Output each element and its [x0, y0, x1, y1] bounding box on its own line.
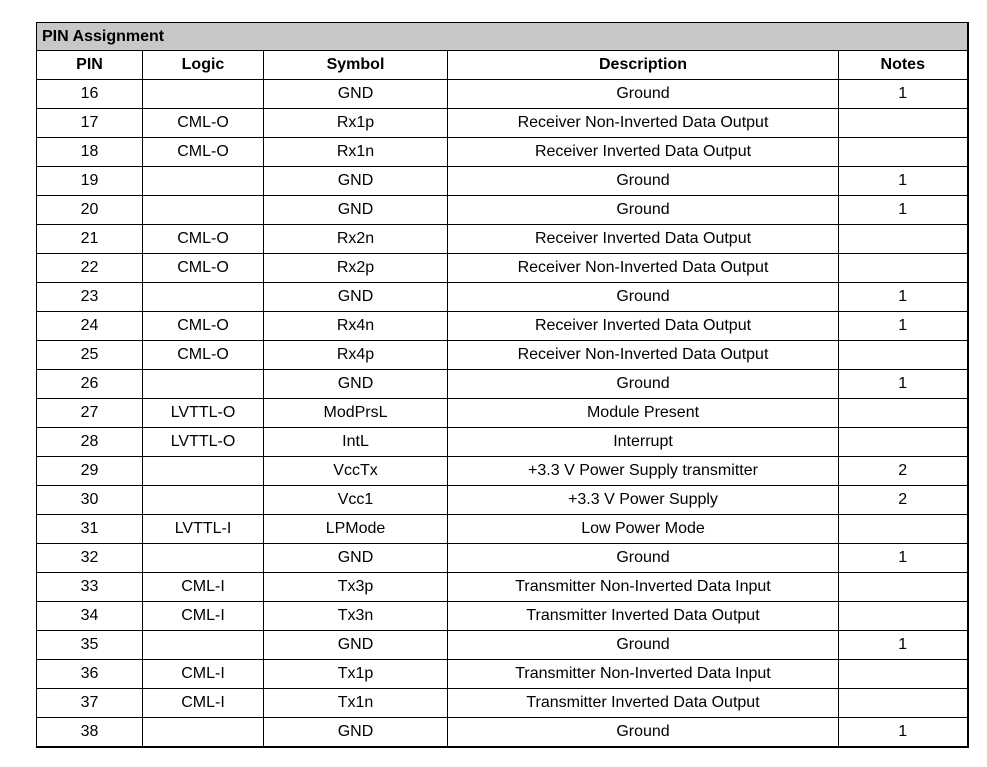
- cell-notes: [839, 660, 968, 689]
- cell-symbol: Rx4n: [264, 312, 448, 341]
- cell-pin: 35: [37, 631, 143, 660]
- cell-logic: [143, 457, 264, 486]
- cell-symbol: IntL: [264, 428, 448, 457]
- cell-pin: 17: [37, 109, 143, 138]
- cell-pin: 20: [37, 196, 143, 225]
- cell-logic: CML-O: [143, 341, 264, 370]
- cell-symbol: LPMode: [264, 515, 448, 544]
- table-row: [37, 631, 968, 660]
- cell-logic: [143, 283, 264, 312]
- cell-logic: CML-O: [143, 138, 264, 167]
- cell-description: +3.3 V Power Supply: [448, 486, 839, 515]
- cell-pin: 24: [37, 312, 143, 341]
- cell-description: +3.3 V Power Supply transmitter: [448, 457, 839, 486]
- cell-symbol: Tx1n: [264, 689, 448, 718]
- table-row: [37, 138, 968, 167]
- column-header-description: Description: [448, 51, 839, 80]
- cell-symbol: GND: [264, 283, 448, 312]
- cell-notes: 1: [839, 80, 968, 109]
- cell-notes: [839, 515, 968, 544]
- cell-pin: 23: [37, 283, 143, 312]
- cell-notes: [839, 602, 968, 631]
- table-row: [37, 283, 968, 312]
- table-row: [37, 544, 968, 573]
- cell-notes: [839, 573, 968, 602]
- cell-description: Ground: [448, 196, 839, 225]
- cell-symbol: GND: [264, 544, 448, 573]
- cell-symbol: Rx1n: [264, 138, 448, 167]
- cell-notes: 2: [839, 486, 968, 515]
- cell-description: Receiver Inverted Data Output: [448, 138, 839, 167]
- pin-assignment-table: [36, 22, 969, 748]
- cell-logic: LVTTL-I: [143, 515, 264, 544]
- cell-symbol: Tx3p: [264, 573, 448, 602]
- cell-notes: 1: [839, 283, 968, 312]
- cell-pin: 30: [37, 486, 143, 515]
- cell-description: Transmitter Inverted Data Output: [448, 689, 839, 718]
- cell-description: Ground: [448, 167, 839, 196]
- table-row: [37, 312, 968, 341]
- cell-logic: CML-I: [143, 660, 264, 689]
- cell-pin: 22: [37, 254, 143, 283]
- cell-symbol: GND: [264, 167, 448, 196]
- cell-logic: [143, 544, 264, 573]
- table-row: [37, 196, 968, 225]
- cell-description: Module Present: [448, 399, 839, 428]
- cell-logic: CML-I: [143, 602, 264, 631]
- cell-notes: [839, 399, 968, 428]
- cell-pin: 34: [37, 602, 143, 631]
- cell-pin: 16: [37, 80, 143, 109]
- cell-description: Interrupt: [448, 428, 839, 457]
- cell-symbol: GND: [264, 80, 448, 109]
- cell-pin: 29: [37, 457, 143, 486]
- cell-logic: CML-O: [143, 225, 264, 254]
- table-row: [37, 428, 968, 457]
- cell-pin: 27: [37, 399, 143, 428]
- cell-symbol: GND: [264, 718, 448, 748]
- cell-logic: CML-O: [143, 312, 264, 341]
- cell-symbol: ModPrsL: [264, 399, 448, 428]
- table-row: [37, 689, 968, 718]
- cell-description: Ground: [448, 283, 839, 312]
- table-header-row: [37, 51, 968, 80]
- cell-description: Receiver Non-Inverted Data Output: [448, 341, 839, 370]
- cell-description: Ground: [448, 718, 839, 748]
- table-row: [37, 457, 968, 486]
- table-row: [37, 399, 968, 428]
- column-header-symbol: Symbol: [264, 51, 448, 80]
- cell-description: Receiver Inverted Data Output: [448, 312, 839, 341]
- table-title-row: [37, 23, 968, 51]
- cell-logic: LVTTL-O: [143, 428, 264, 457]
- table-row: [37, 341, 968, 370]
- cell-description: Ground: [448, 544, 839, 573]
- table-row: [37, 602, 968, 631]
- table-row: [37, 660, 968, 689]
- cell-pin: 28: [37, 428, 143, 457]
- cell-description: Transmitter Inverted Data Output: [448, 602, 839, 631]
- cell-notes: [839, 428, 968, 457]
- cell-pin: 32: [37, 544, 143, 573]
- cell-pin: 25: [37, 341, 143, 370]
- cell-notes: 1: [839, 167, 968, 196]
- cell-logic: [143, 80, 264, 109]
- cell-description: Ground: [448, 370, 839, 399]
- table-row: [37, 225, 968, 254]
- table-row: [37, 109, 968, 138]
- cell-description: Low Power Mode: [448, 515, 839, 544]
- cell-symbol: GND: [264, 370, 448, 399]
- table-row: [37, 718, 968, 748]
- cell-notes: 1: [839, 196, 968, 225]
- column-header-notes: Notes: [839, 51, 968, 80]
- cell-symbol: Vcc1: [264, 486, 448, 515]
- cell-symbol: GND: [264, 196, 448, 225]
- cell-logic: [143, 631, 264, 660]
- cell-logic: [143, 370, 264, 399]
- cell-description: Receiver Inverted Data Output: [448, 225, 839, 254]
- column-header-pin: PIN: [37, 51, 143, 80]
- cell-notes: 1: [839, 544, 968, 573]
- cell-logic: [143, 486, 264, 515]
- cell-notes: [839, 254, 968, 283]
- cell-notes: [839, 341, 968, 370]
- cell-symbol: Tx3n: [264, 602, 448, 631]
- cell-notes: [839, 138, 968, 167]
- cell-logic: [143, 167, 264, 196]
- table-row: [37, 80, 968, 109]
- cell-description: Ground: [448, 80, 839, 109]
- cell-notes: [839, 225, 968, 254]
- cell-description: Receiver Non-Inverted Data Output: [448, 254, 839, 283]
- cell-logic: CML-I: [143, 573, 264, 602]
- cell-pin: 26: [37, 370, 143, 399]
- table-row: [37, 573, 968, 602]
- table-title: PIN Assignment: [37, 23, 968, 51]
- cell-notes: 1: [839, 631, 968, 660]
- cell-description: Transmitter Non-Inverted Data Input: [448, 660, 839, 689]
- cell-symbol: Tx1p: [264, 660, 448, 689]
- table-row: [37, 167, 968, 196]
- cell-symbol: Rx4p: [264, 341, 448, 370]
- cell-description: Receiver Non-Inverted Data Output: [448, 109, 839, 138]
- table-row: [37, 515, 968, 544]
- cell-logic: CML-O: [143, 254, 264, 283]
- table-body: [37, 80, 968, 748]
- cell-logic: LVTTL-O: [143, 399, 264, 428]
- cell-symbol: Rx2p: [264, 254, 448, 283]
- cell-logic: [143, 718, 264, 748]
- cell-symbol: Rx2n: [264, 225, 448, 254]
- cell-notes: 1: [839, 718, 968, 748]
- cell-pin: 19: [37, 167, 143, 196]
- cell-logic: CML-O: [143, 109, 264, 138]
- cell-description: Ground: [448, 631, 839, 660]
- cell-logic: [143, 196, 264, 225]
- cell-logic: CML-I: [143, 689, 264, 718]
- cell-notes: 1: [839, 370, 968, 399]
- cell-symbol: Rx1p: [264, 109, 448, 138]
- cell-notes: [839, 689, 968, 718]
- cell-notes: [839, 109, 968, 138]
- cell-pin: 38: [37, 718, 143, 748]
- cell-description: Transmitter Non-Inverted Data Input: [448, 573, 839, 602]
- column-header-logic: Logic: [143, 51, 264, 80]
- cell-pin: 18: [37, 138, 143, 167]
- cell-notes: 1: [839, 312, 968, 341]
- cell-symbol: GND: [264, 631, 448, 660]
- table-row: [37, 254, 968, 283]
- cell-pin: 31: [37, 515, 143, 544]
- cell-pin: 36: [37, 660, 143, 689]
- cell-pin: 37: [37, 689, 143, 718]
- cell-notes: 2: [839, 457, 968, 486]
- cell-symbol: VccTx: [264, 457, 448, 486]
- cell-pin: 33: [37, 573, 143, 602]
- table-row: [37, 486, 968, 515]
- table-row: [37, 370, 968, 399]
- cell-pin: 21: [37, 225, 143, 254]
